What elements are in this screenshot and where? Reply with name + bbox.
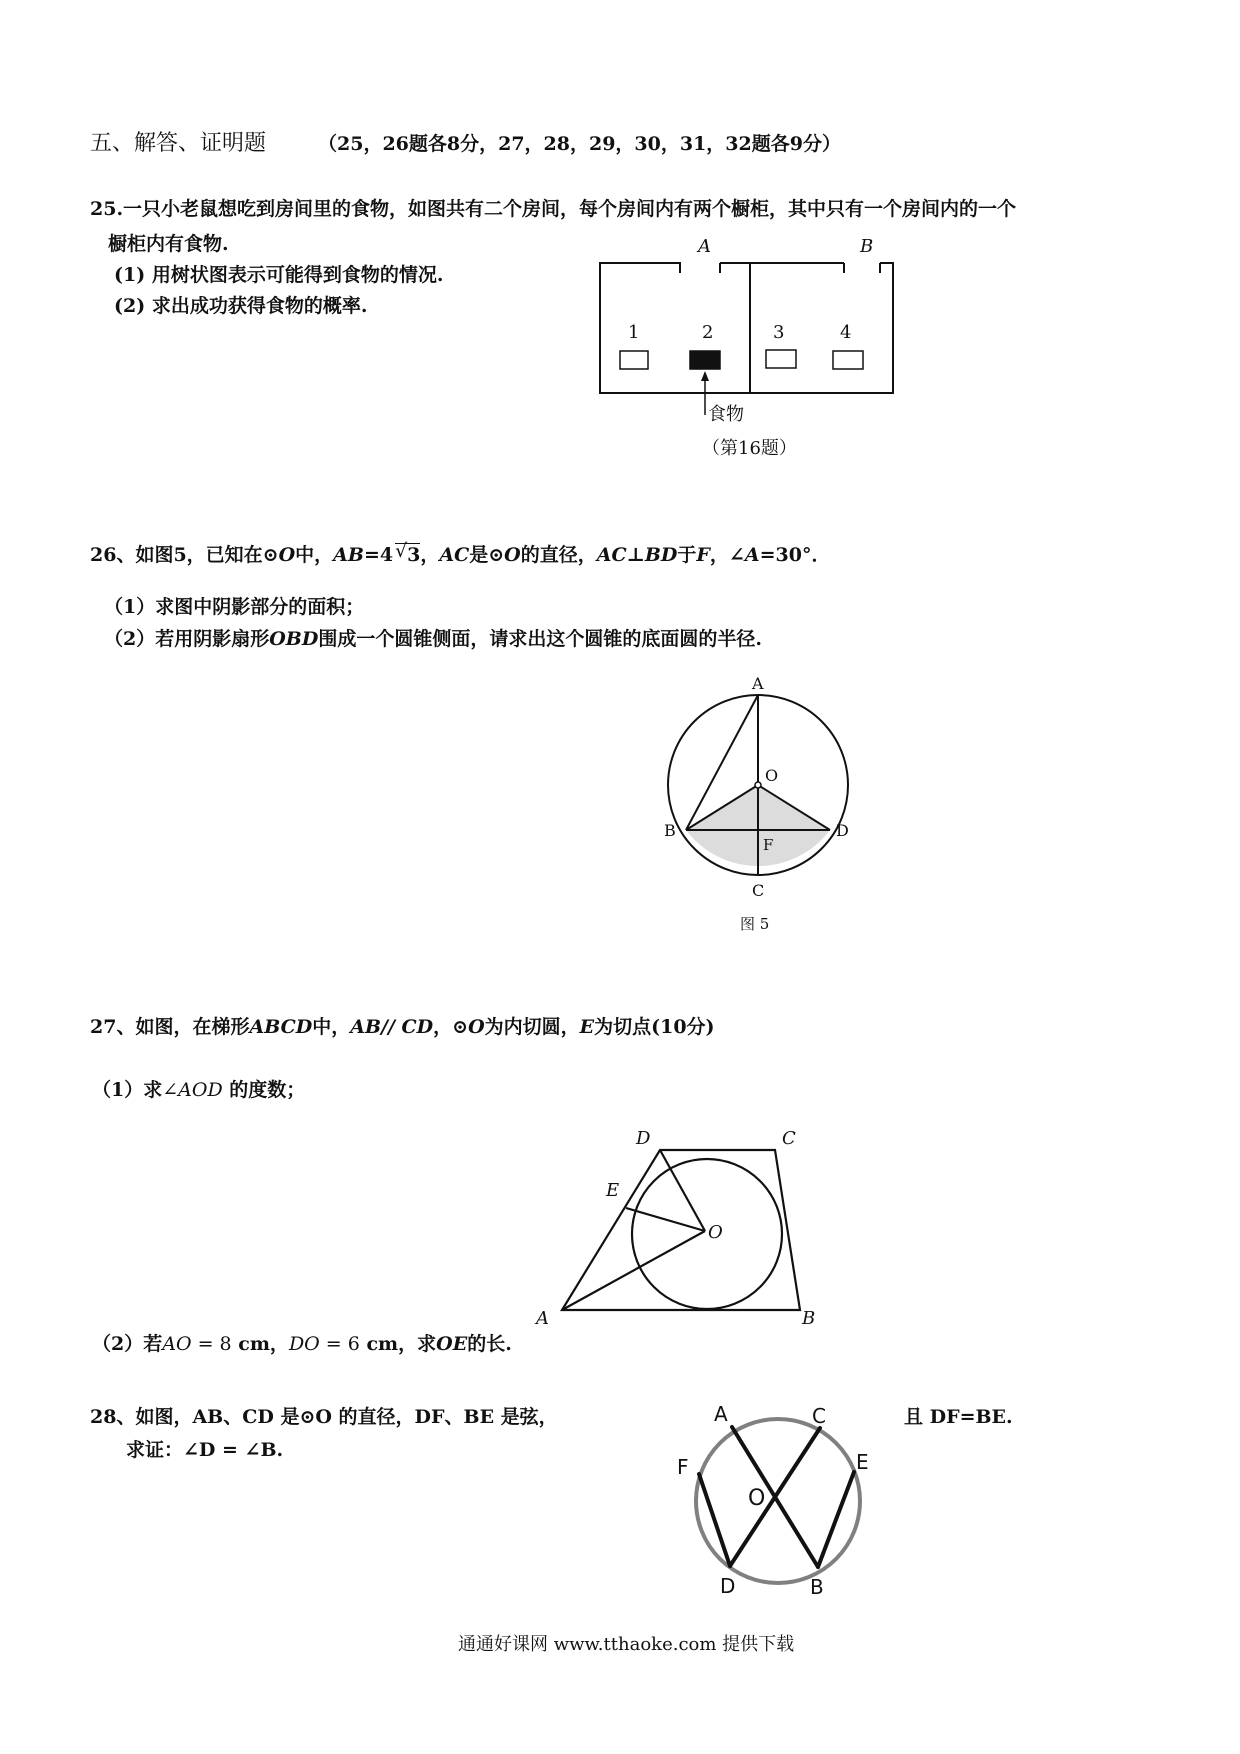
section-title: 五、解答、证明题 [90,131,267,156]
label-c: C [812,1404,826,1428]
q26-stem: 26、如图5，已知在⊙O中，AB=4 √ 3，AC是⊙O的直径，AC⊥BD于F，∠A=30°． [90,540,831,566]
cabinet-1-label: 1 [628,322,640,343]
q25-rooms-figure [600,235,910,465]
incircle-o [632,1159,782,1309]
q27-trapezoid-figure [530,1110,830,1330]
q27-part2: （2）若AO = 8 cm，DO = 6 cm，求OE的长. [92,1333,512,1355]
cabinet-3 [766,350,796,368]
label-e: E [606,1180,620,1201]
figure-5-caption: 图 5 [740,915,770,933]
cabinet-2-label: 2 [702,322,714,343]
label-d: D [720,1574,736,1598]
q28-stem-a: 28、如图，AB、CD 是⊙O 的直径，DF、BE 是弦， [90,1406,558,1428]
q28-circle-figure [670,1395,890,1605]
figure-16-caption: （第16题） [702,438,797,459]
label-c: C [752,881,765,900]
label-e: E [856,1450,869,1474]
label-b: B [664,821,676,840]
food-arrowhead [701,371,709,381]
q25-part1: (1) 用树状图表示可能得到食物的情况. [114,264,444,286]
q28-stem-b: 且 DF=BE. [904,1406,1013,1428]
cabinet-4 [833,351,863,369]
room-b-label: B [860,236,874,257]
label-f: F [677,1455,689,1479]
food-label: 食物 [708,404,744,425]
cabinet-1 [620,351,648,369]
label-b: B [810,1575,824,1599]
label-f: F [763,836,774,854]
cabinet-4-label: 4 [840,322,852,343]
room-a-label: A [698,236,711,257]
q27-stem: 27、如图，在梯形ABCD中，AB// CD，⊙O为内切圆，E为切点(10分) [90,1016,715,1038]
label-b: B [802,1308,816,1329]
cabinet-2-food [690,351,720,369]
q25-line1: 25.一只小老鼠想吃到房间里的食物，如图共有二个房间，每个房间内有两个橱柜，其中只有一个房间内的一个 [90,198,1017,220]
trapezoid-abcd [562,1150,800,1310]
q25-part2: (2) 求出成功获得食物的概率. [114,295,368,317]
q26-part2: （2）若用阴影扇形OBD围成一个圆锥侧面，请求出这个圆锥的底面圆的半径. [104,628,762,650]
q27-part1: （1）求∠AOD 的度数； [92,1079,306,1101]
q25-line2: 橱柜内有食物. [108,233,229,255]
label-a: A [752,674,764,693]
label-o: O [765,766,779,785]
cabinet-3-label: 3 [773,322,785,343]
center-o-dot [755,782,761,788]
q26-circle-figure [640,670,860,940]
sqrt-sign: √ 3 [395,540,421,566]
footer-note: 通通好课网 www.tthaoke.com 提供下载 [458,1634,795,1655]
label-a: A [714,1402,728,1426]
q28-prove: 求证：∠D = ∠B. [126,1439,284,1461]
label-d: D [836,821,849,840]
label-d: D [636,1128,651,1149]
label-a: A [536,1308,549,1329]
chord-be [818,1472,854,1567]
label-o: O [708,1222,723,1243]
label-c: C [782,1128,796,1149]
q26-part1: （1）求图中阴影部分的面积； [104,596,365,618]
label-o: O [748,1486,766,1511]
section-points: （25，26题各8分，27，28，29，30，31，32题各9分） [318,133,841,155]
